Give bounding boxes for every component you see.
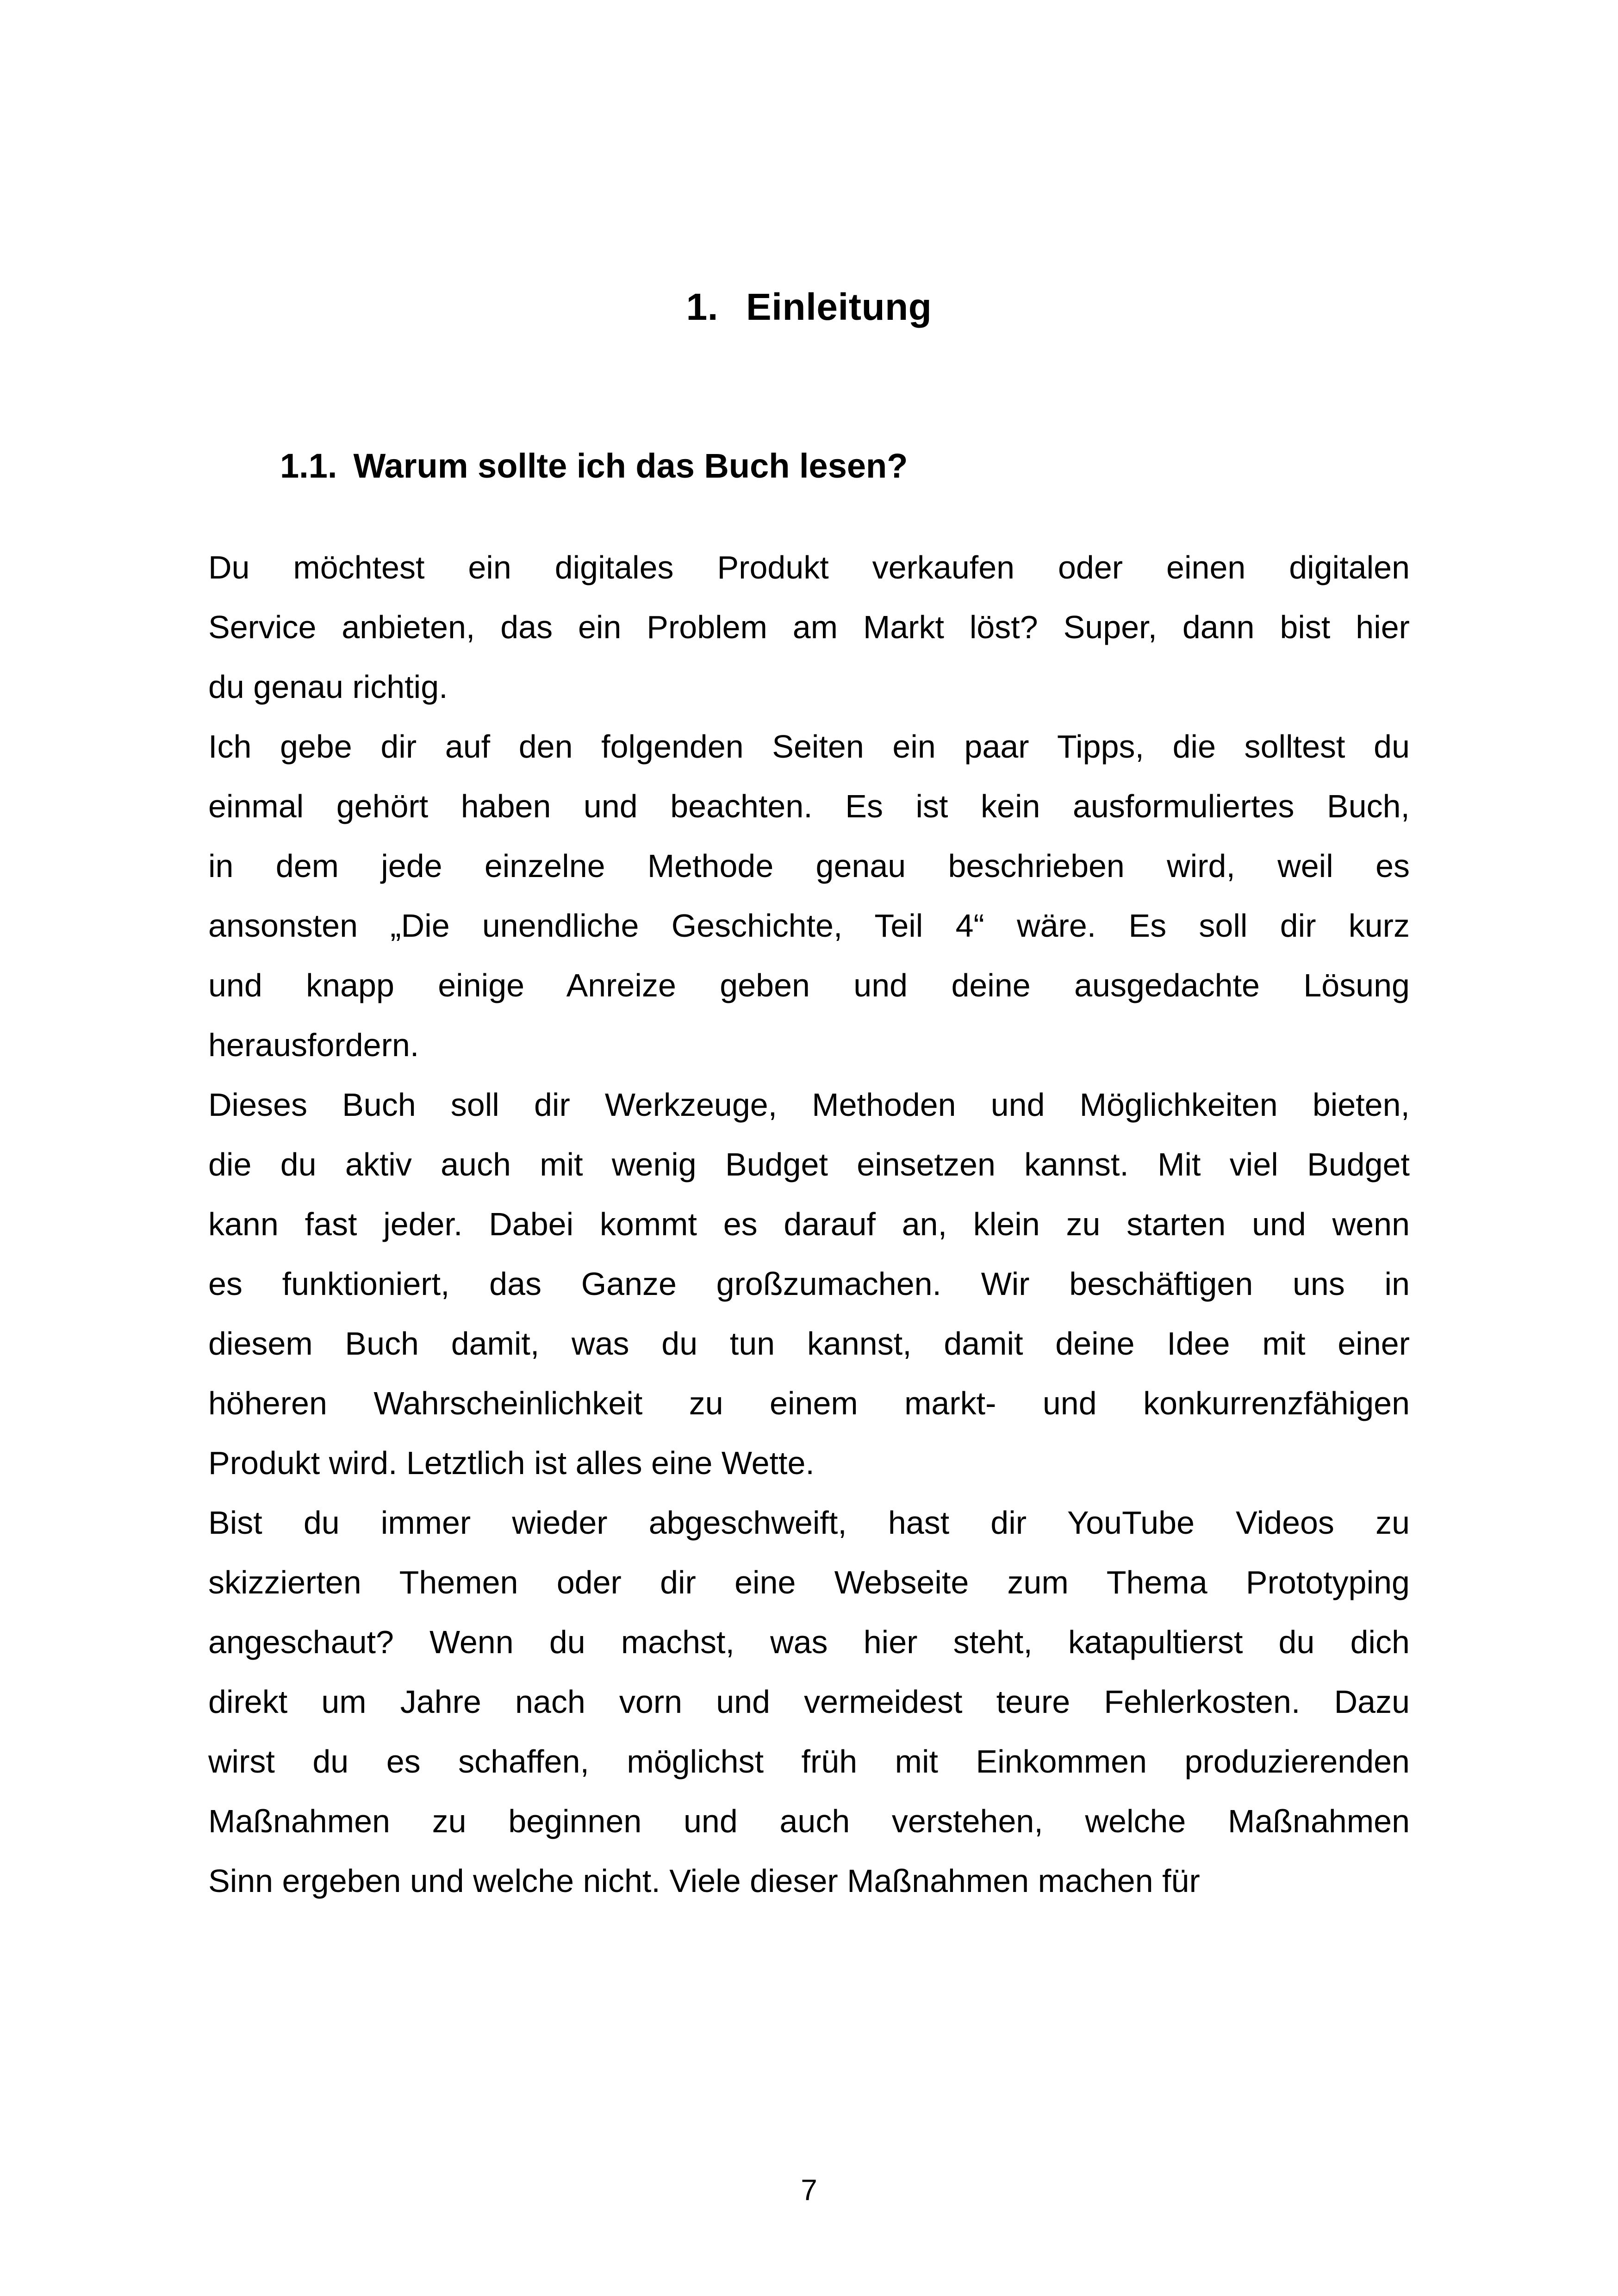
section-number: 1.1. bbox=[280, 447, 337, 485]
text-line: direkt um Jahre nach vorn und vermeidest teure Fehlerkosten. Dazu bbox=[208, 1684, 1410, 1720]
paragraph bbox=[208, 717, 1410, 1075]
text-line: und knapp einige Anreize geben und deine ausgedachte Lösung bbox=[208, 967, 1410, 1004]
text-line: kann fast jeder. Dabei kommt es darauf an, klein zu starten und wenn bbox=[208, 1206, 1410, 1243]
text-line: du genau richtig. bbox=[208, 669, 448, 705]
paragraph bbox=[208, 538, 1410, 717]
text-line: einmal gehört haben und beachten. Es ist kein ausformuliertes Buch, bbox=[208, 788, 1410, 825]
text-line: angeschaut? Wenn du machst, was hier steht, katapultierst du dich bbox=[208, 1624, 1410, 1661]
text-line: Maßnahmen zu beginnen und auch verstehen, welche Maßnahmen bbox=[208, 1803, 1410, 1840]
body-text bbox=[208, 538, 1410, 1911]
page-number: 7 bbox=[801, 2173, 817, 2207]
chapter-number: 1. bbox=[686, 286, 719, 328]
text-line: es funktioniert, das Ganze großzumachen. Wir beschäftigen uns in bbox=[208, 1266, 1410, 1302]
text-line: herausfordern. bbox=[208, 1027, 419, 1064]
text-line: höheren Wahrscheinlichkeit zu einem markt- und konkurrenzfähigen bbox=[208, 1385, 1410, 1422]
text-line: skizzierten Themen oder dir eine Webseite zum Thema Prototyping bbox=[208, 1564, 1410, 1601]
text-line: Bist du immer wieder abgeschweift, hast dir YouTube Videos zu bbox=[208, 1505, 1410, 1541]
text-line: Dieses Buch soll dir Werkzeuge, Methoden und Möglichkeiten bieten, bbox=[208, 1087, 1410, 1123]
text-line: Sinn ergeben und welche nicht. Viele dieser Maßnahmen machen für bbox=[208, 1863, 1200, 1899]
text-line: Service anbieten, das ein Problem am Markt löst? Super, dann bist hier bbox=[208, 609, 1410, 646]
paragraph bbox=[208, 1493, 1410, 1911]
text-line: in dem jede einzelne Methode genau beschrieben wird, weil es bbox=[208, 848, 1410, 884]
chapter-title: Einleitung bbox=[746, 286, 932, 328]
text-line: diesem Buch damit, was du tun kannst, damit deine Idee mit einer bbox=[208, 1325, 1410, 1362]
section-heading bbox=[280, 446, 1410, 487]
text-line: wirst du es schaffen, möglichst früh mit Einkommen produzierenden bbox=[208, 1743, 1410, 1780]
text-line: ansonsten „Die unendliche Geschichte, Teil 4“ wäre. Es soll dir kurz bbox=[208, 908, 1410, 944]
paragraph bbox=[208, 1075, 1410, 1493]
text-line: Du möchtest ein digitales Produkt verkaufen oder einen digitalen bbox=[208, 549, 1410, 586]
text-line: Ich gebe dir auf den folgenden Seiten ein paar Tipps, die solltest du bbox=[208, 728, 1410, 765]
section-title: Warum sollte ich das Buch lesen? bbox=[353, 447, 908, 485]
text-line: Produkt wird. Letztlich ist alles eine Wette. bbox=[208, 1445, 815, 1481]
chapter-heading bbox=[208, 285, 1410, 330]
text-line: die du aktiv auch mit wenig Budget einsetzen kannst. Mit viel Budget bbox=[208, 1146, 1410, 1183]
